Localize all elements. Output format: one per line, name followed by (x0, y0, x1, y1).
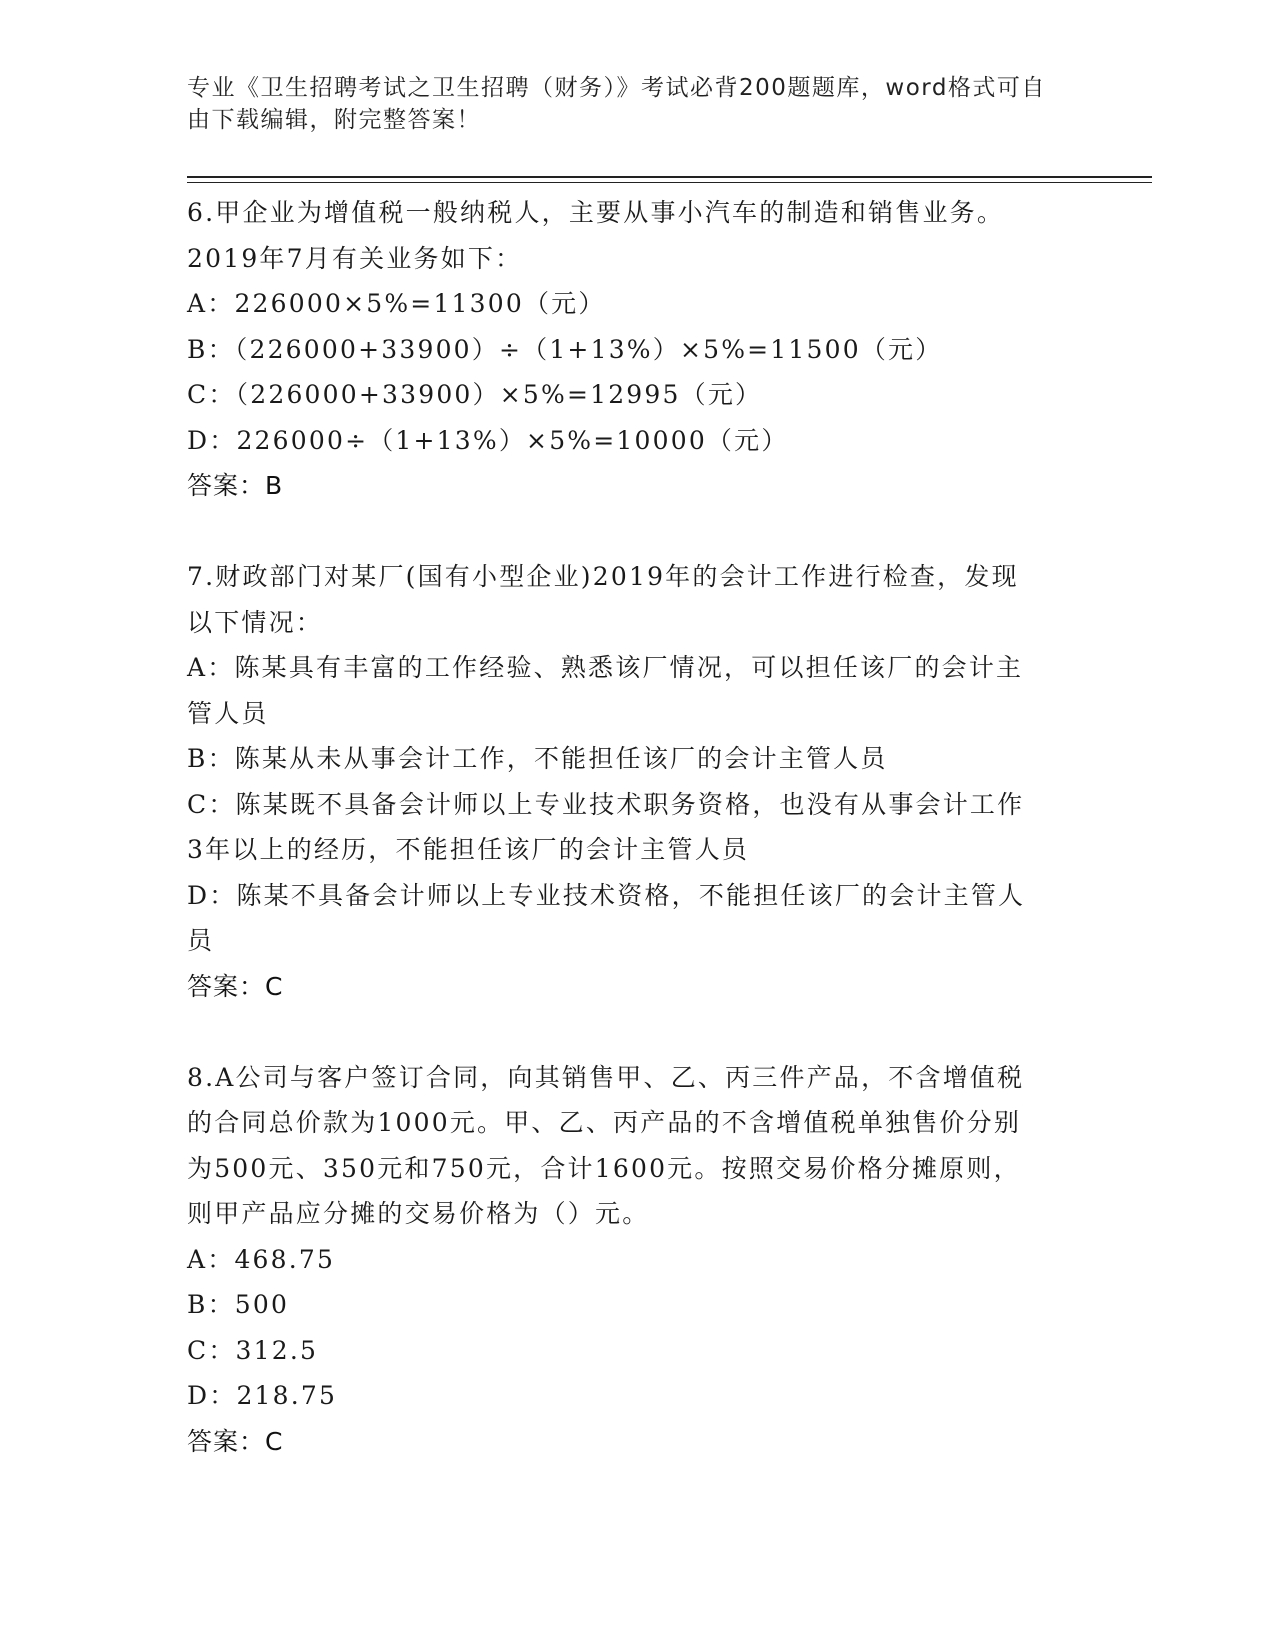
question-list (187, 190, 1077, 1464)
answer-option-line: D：218.75 (187, 1381, 338, 1410)
answer-option-line: A：226000×5%=11300（元） (187, 289, 606, 318)
answer-key: 答案：C (187, 971, 284, 1001)
question-stem-line: 2019年7月有关业务如下： (187, 243, 523, 273)
question-item (187, 190, 1077, 509)
question-stem-line: 则甲产品应分摊的交易价格为（）元。 (187, 1199, 650, 1228)
header-line-2: 由下载编辑，附完整答案！ (187, 107, 481, 133)
question-item (187, 554, 1077, 1009)
question-stem-line: 为500元、350元和750元，合计1600元。按照交易价格分摊原则， (187, 1153, 1021, 1183)
answer-option-line: B：陈某从未从事会计工作，不能担任该厂的会计主管人员 (187, 744, 888, 773)
answer-option-line: C：（226000+33900）×5%=12995（元） (187, 380, 763, 409)
answer-option-line: B：500 (187, 1290, 290, 1319)
document-header (187, 72, 1067, 136)
answer-option-line: 管人员 (187, 698, 269, 728)
question-stem-line: 以下情况： (187, 607, 324, 637)
answer-option-line: 员 (187, 926, 215, 955)
answer-option-line: B：（226000+33900）÷（1+13%）×5%=11500（元） (187, 334, 943, 364)
header-divider-thin (187, 182, 1152, 183)
answer-option-line: A：陈某具有丰富的工作经验、熟悉该厂情况，可以担任该厂的会计主 (187, 653, 1024, 682)
question-stem-line: 6.甲企业为增值税一般纳税人，主要从事小汽车的制造和销售业务。 (187, 198, 1005, 227)
question-stem-line: 的合同总价款为1000元。甲、乙、丙产品的不含增值税单独售价分别 (187, 1108, 1022, 1137)
question-spacer (187, 509, 1077, 555)
header-line-1: 专业《卫生招聘考试之卫生招聘（财务）》考试必背200题题库，word格式可自 (187, 75, 1046, 101)
question-spacer (187, 1009, 1077, 1055)
header-divider-thick (187, 176, 1152, 178)
answer-option-line: 3年以上的经历，不能担任该厂的会计主管人员 (187, 835, 750, 864)
answer-option-line: C：陈某既不具备会计师以上专业技术职务资格，也没有从事会计工作 (187, 789, 1025, 819)
answer-option-line: D：226000÷（1+13%）×5%=10000（元） (187, 425, 789, 455)
question-item (187, 1055, 1077, 1465)
answer-option-line: D：陈某不具备会计师以上专业技术资格，不能担任该厂的会计主管人 (187, 880, 1026, 910)
question-stem-line: 8.A公司与客户签订合同，向其销售甲、乙、丙三件产品，不含增值税 (187, 1062, 1025, 1092)
answer-option-line: A：468.75 (187, 1244, 336, 1274)
answer-key: 答案：B (187, 471, 284, 500)
question-stem-line: 7.财政部门对某厂(国有小型企业)2019年的会计工作进行检查，发现 (187, 562, 1019, 591)
answer-key: 答案：C (187, 1426, 284, 1456)
answer-option-line: C：312.5 (187, 1335, 319, 1365)
